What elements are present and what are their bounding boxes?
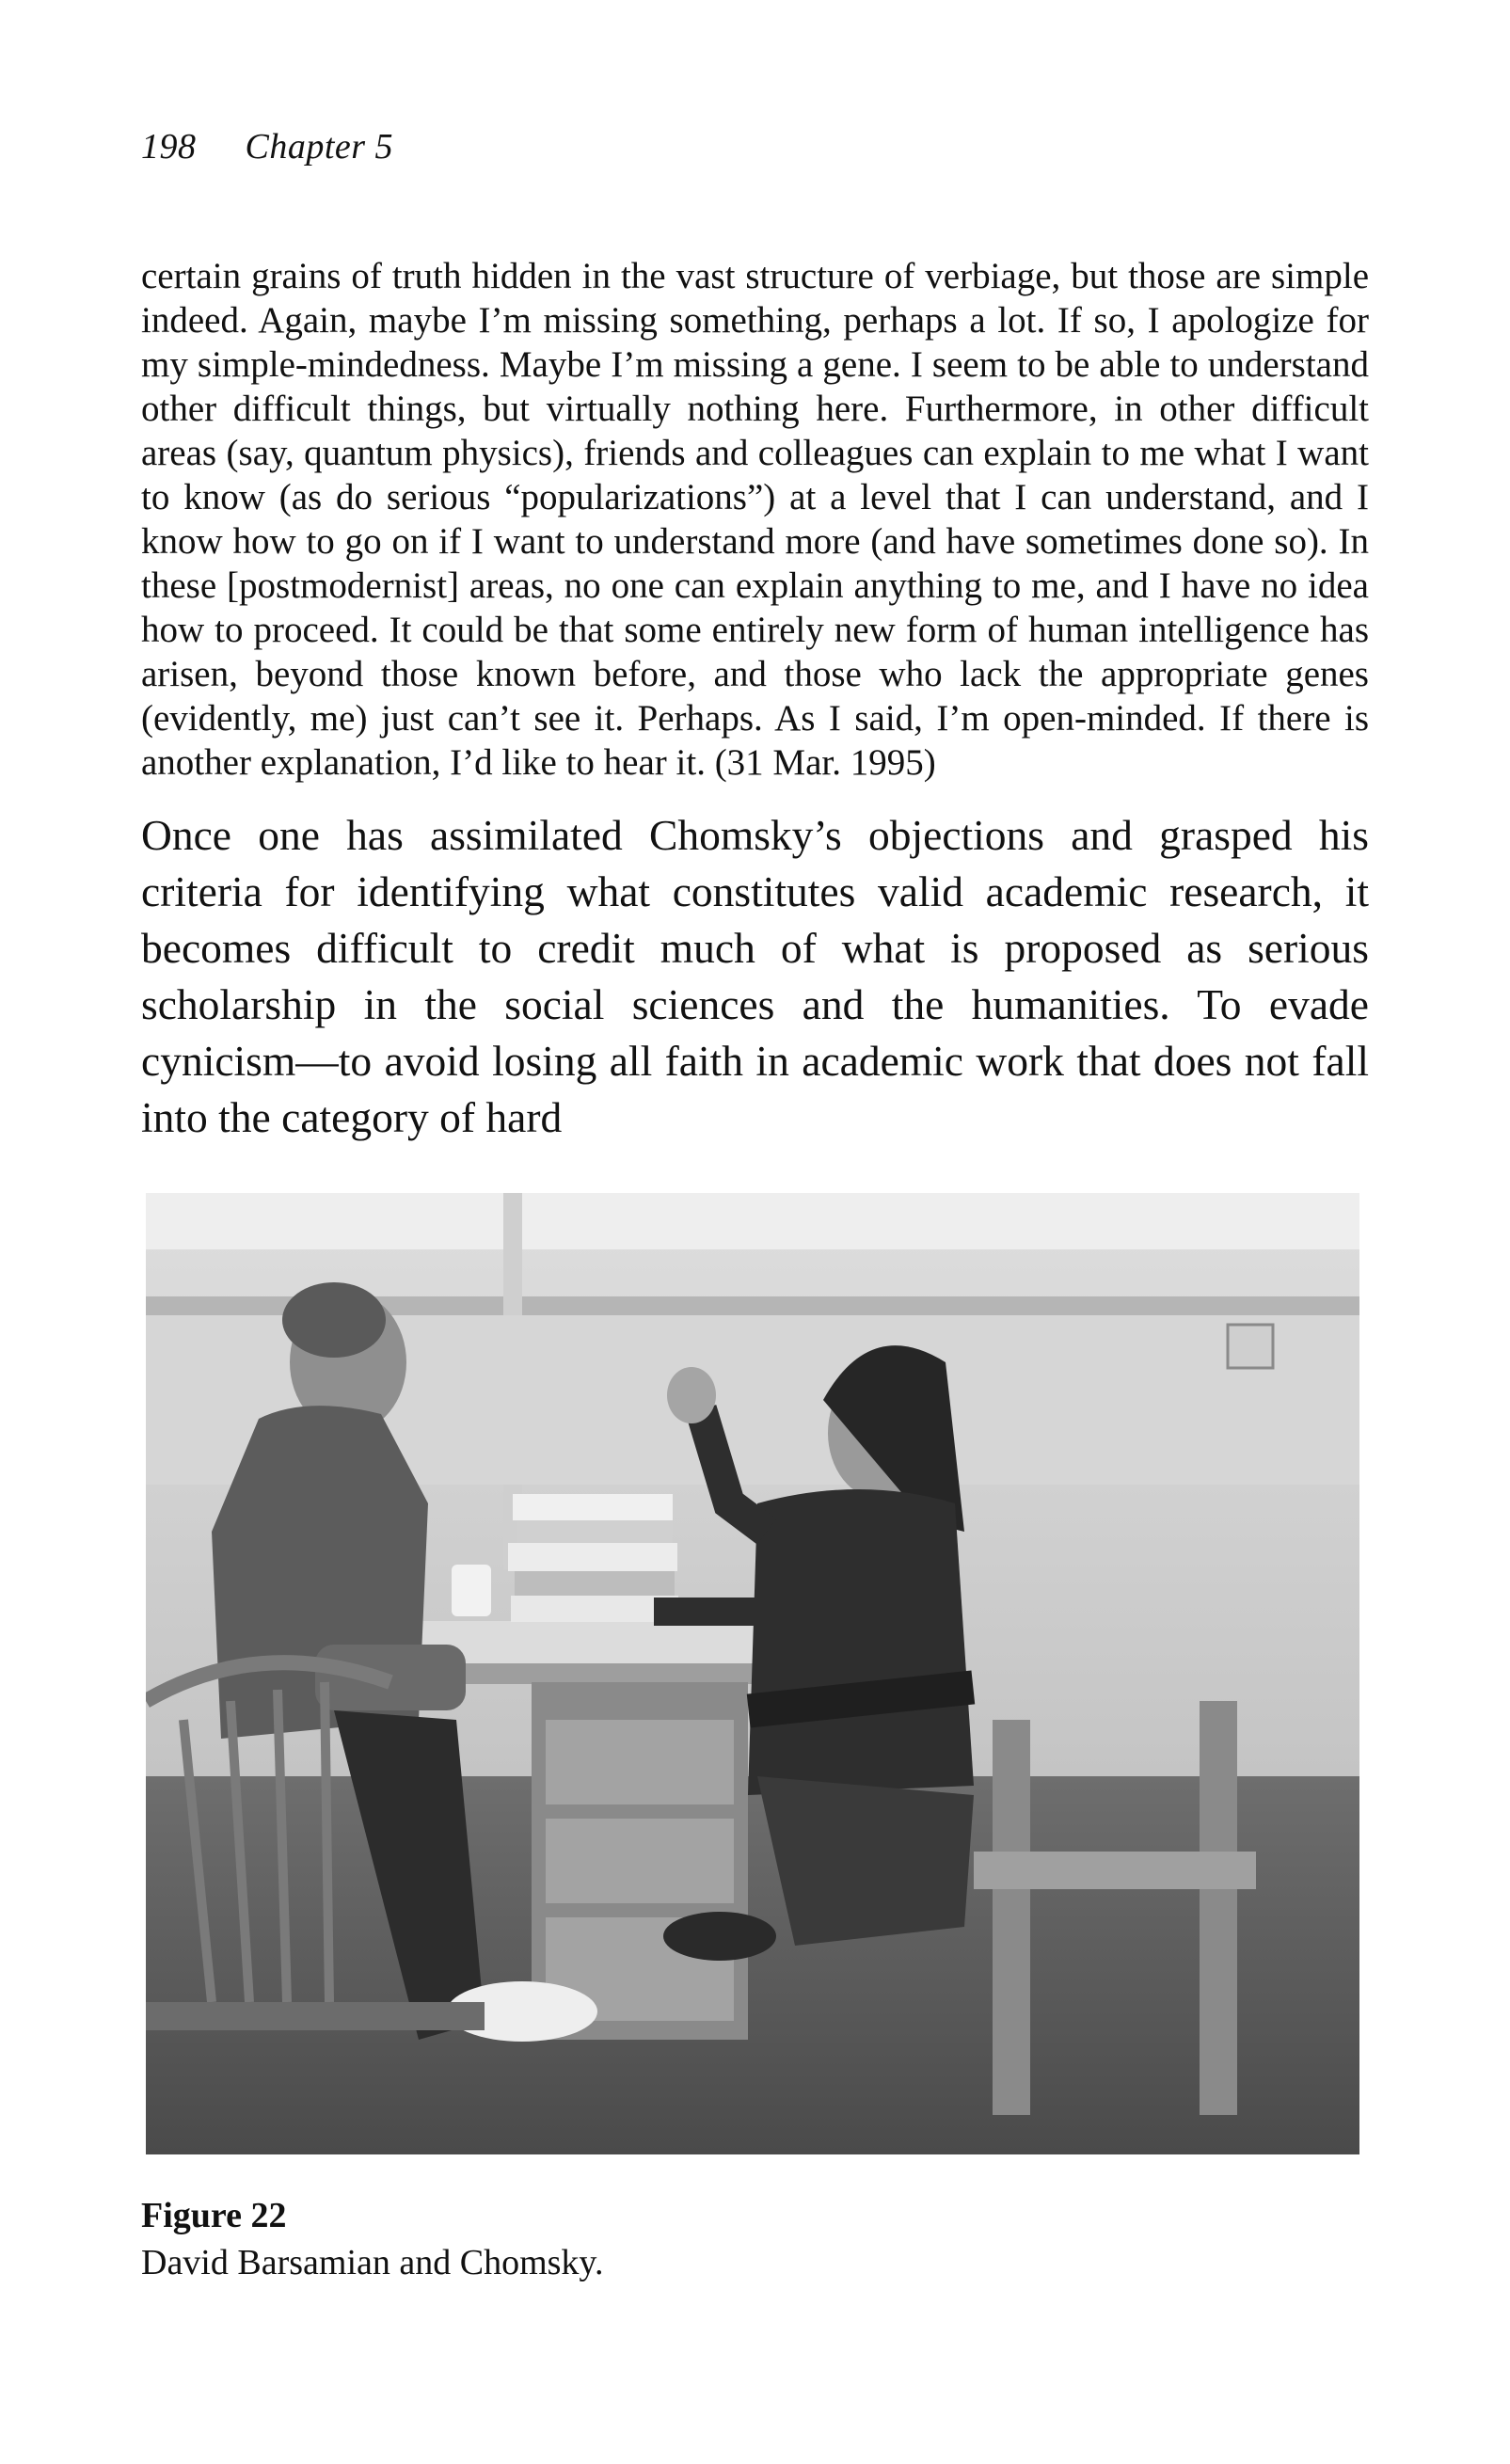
body-text — [141, 807, 1369, 1146]
photo-illustration — [146, 1193, 1359, 2154]
figure-caption-text: David Barsamian and Chomsky. — [141, 2243, 604, 2282]
chapter-title: Chapter 5 — [245, 127, 394, 167]
quote-paragraph: certain grains of truth hidden in the vast structure of verbiage, but those are simple indeed. Again, maybe I’m missing something, perhaps a lot. If so, I apologize for my simple-mindedness. Maybe I’m missing a gene. I seem to be able to understand other difficult things, but virtually nothing here. Furthermore, in other difficult areas (say, quantum physics), friends and colleagues can explain to me what I want to know (as do serious “popularizations”) at a level that I can understand, and I know how to go on if I want to understand more (and have sometimes done so). In these [postmodernist] areas, no one can explain anything to me, and I have no idea how to proceed. It could be that some entirely new form of human intelligence has arisen, beyond those known before, and those who lack the appropriate genes (evidently, me) just can’t see it. Perhaps. As I said, I’m open-minded. If there is another explanation, I’d like to hear it. (31 Mar. 1995) — [141, 256, 1369, 783]
figure-caption — [141, 2192, 603, 2286]
figure-label: Figure 22 — [141, 2196, 287, 2235]
body-paragraph: Once one has assimilated Chomsky’s objections and grasped his criteria for identifying what constitutes valid academic research, it becomes difficult to credit much of what is proposed as serious scholarship in the social sciences and the humanities. To evade cynicism—to avoid losing all faith in academic work that does not fall into the category of hard — [141, 811, 1369, 1141]
figure-photo — [146, 1193, 1359, 2154]
block-quote — [141, 254, 1369, 785]
running-head — [141, 126, 393, 167]
page-number: 198 — [141, 127, 197, 167]
